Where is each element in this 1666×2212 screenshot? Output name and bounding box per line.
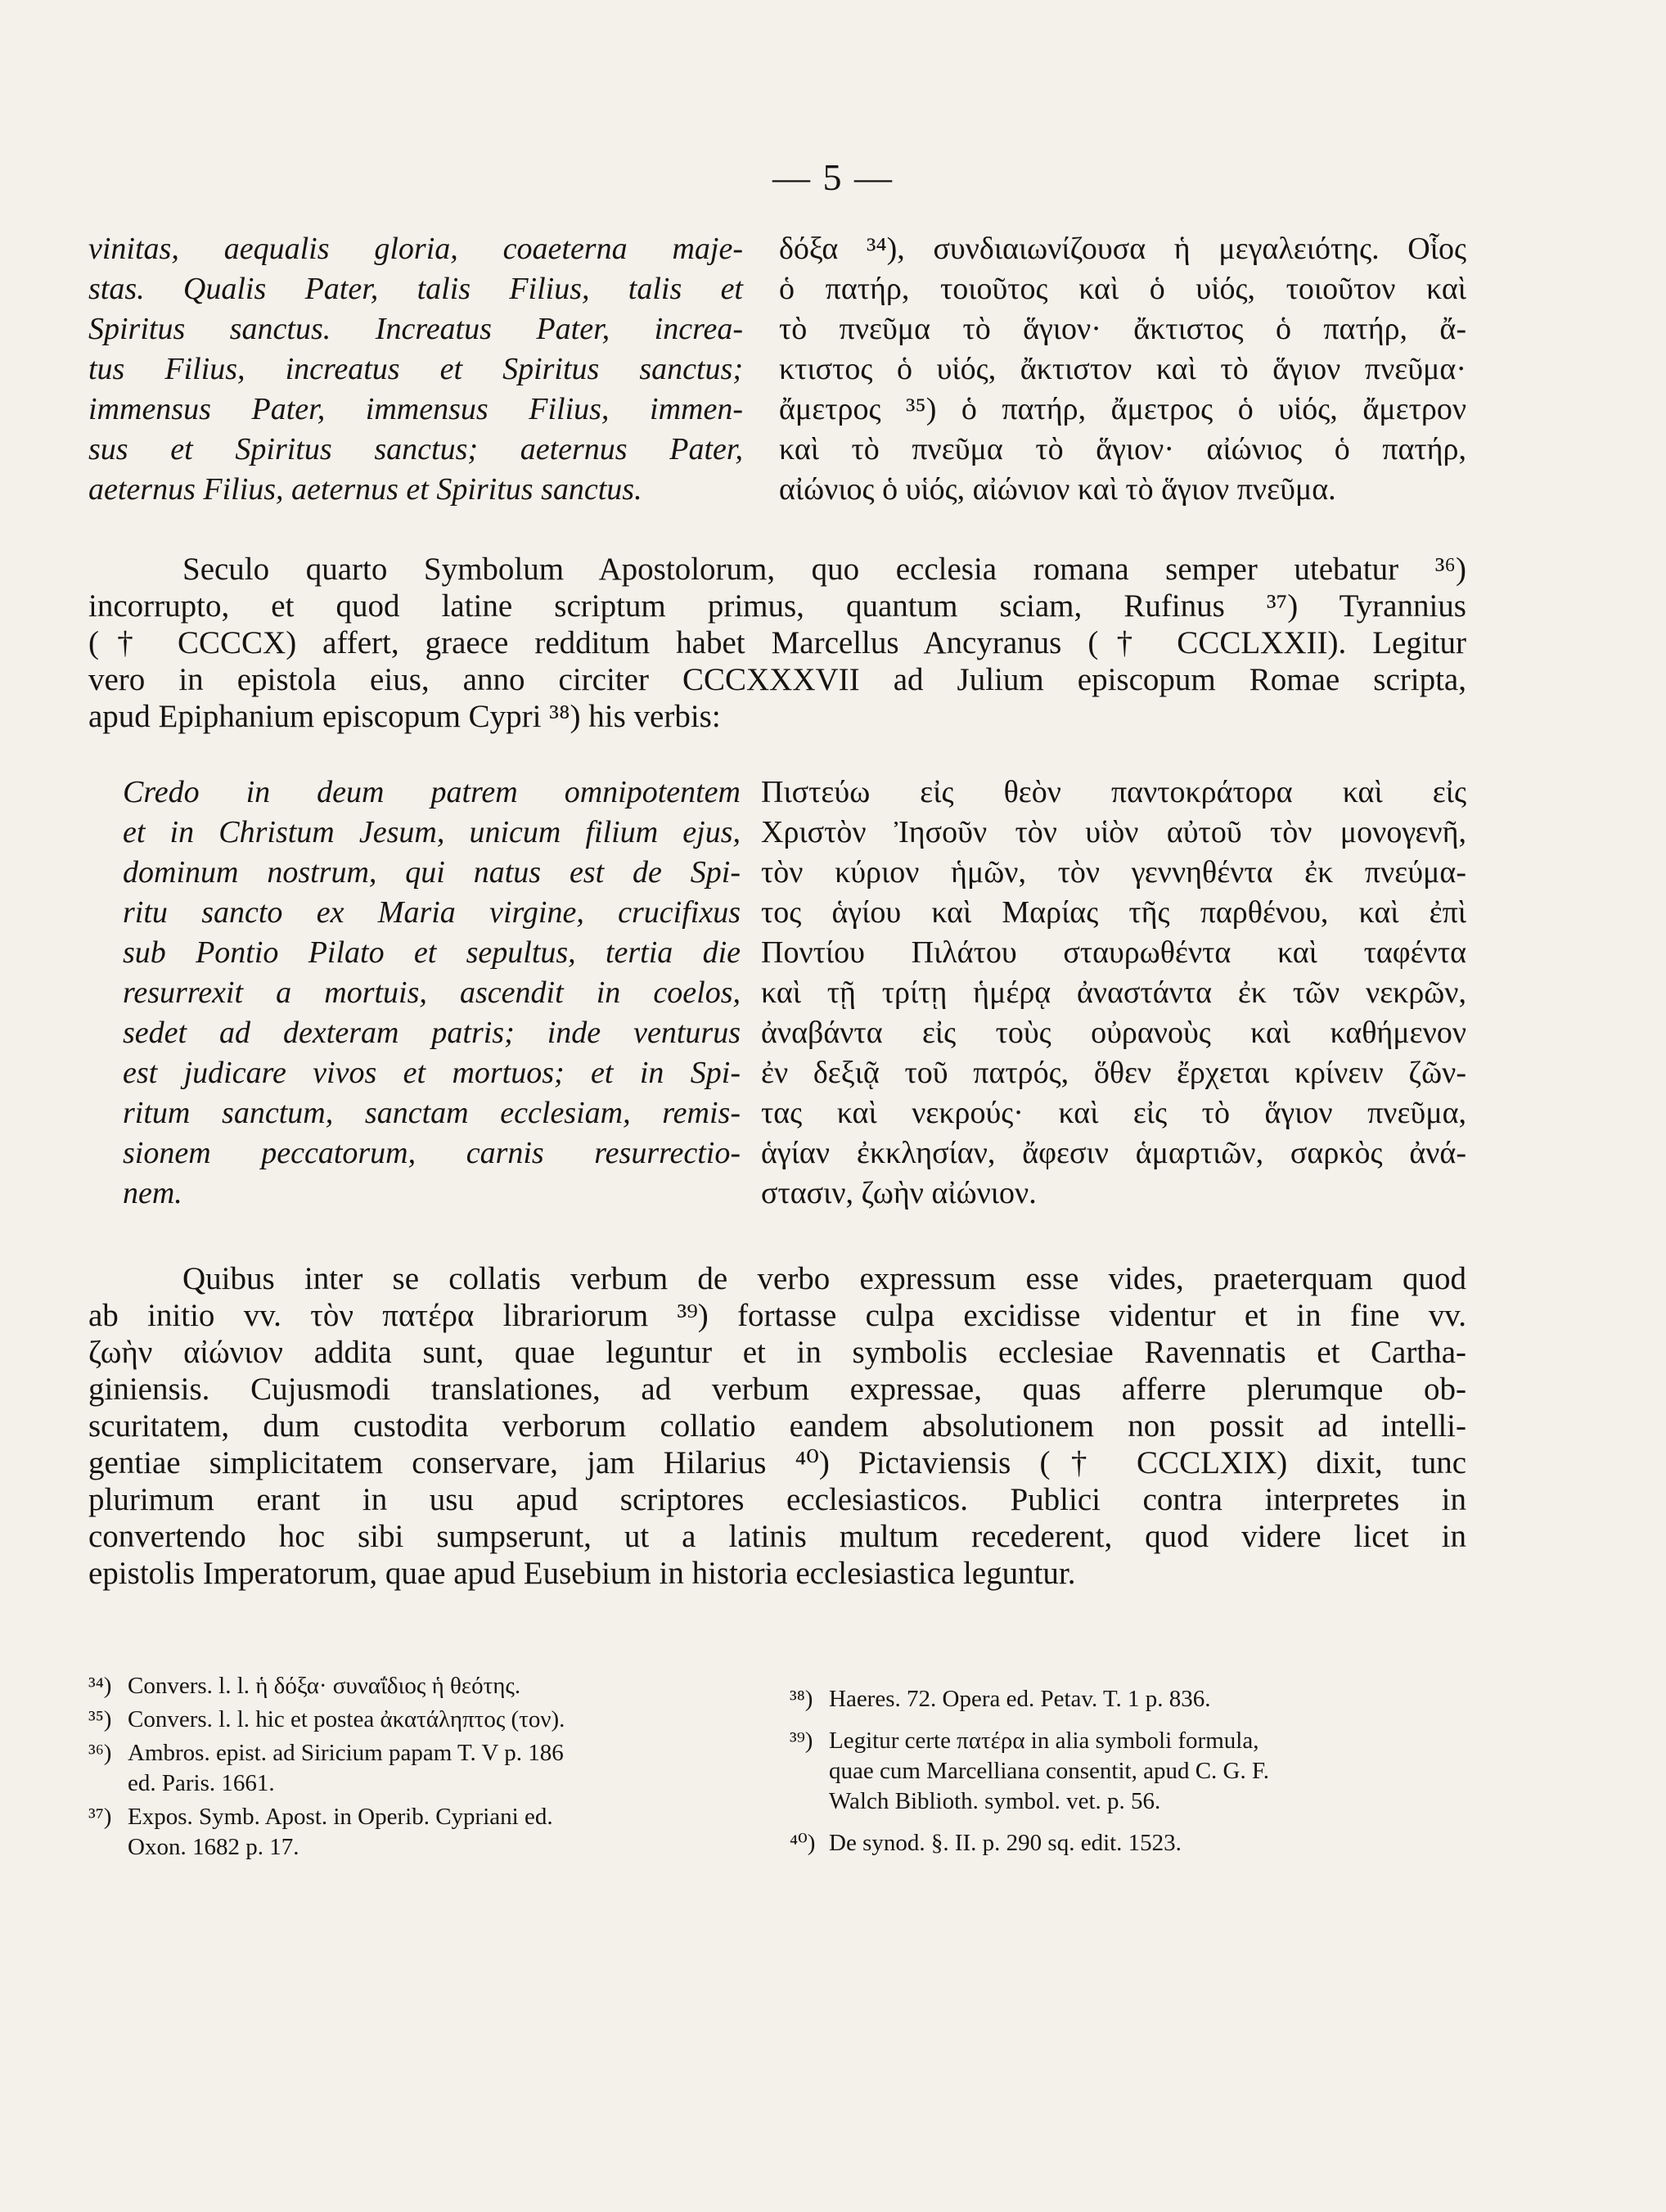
latin-credo-line: Credo in deum patrem omnipotentem [123,775,741,809]
footnote-text: Oxon. 1682 p. 17. [128,1834,299,1860]
paragraph-line: epistolis Imperatorum, quae apud Eusebium in historia ecclesiastica leguntur. [88,1556,1076,1591]
footnote-mark: ³⁵) [88,1706,112,1732]
footnote-text: Ambros. epist. ad Siricium papam T. V p. 186 [128,1740,564,1766]
paragraph-line: incorrupto, et quod latine scriptum primus, quantum sciam, Rufinus ³⁷) Tyrannius [88,588,1466,624]
greek-text-line: αἰώνιος ὁ υἱός, αἰώνιον καὶ τὸ ἅγιον πνεῦμα. [779,472,1336,507]
footnote-text: Walch Biblioth. symbol. vet. p. 56. [829,1788,1161,1814]
paragraph-line: vero in epistola eius, anno circiter CCCXXXVII ad Julium episcopum Romae scripta, [88,662,1466,697]
latin-text-line: aeternus Filius, aeternus et Spiritus sanctus. [88,472,642,507]
footnote-text: quae cum Marcelliana consentit, apud C. G. F. [829,1758,1270,1784]
latin-text-line: vinitas, aequalis gloria, coaeterna maje- [88,232,743,266]
paragraph-line: convertendo hoc sibi sumpserunt, ut a latinis multum recederent, quod videre licet in [88,1519,1466,1554]
footnote [88,1738,759,1799]
footnote-text: ed. Paris. 1661. [128,1770,275,1796]
greek-pisteuo-column [761,773,1466,1214]
latin-credo-line: sedet ad dexteram patris; inde venturus [123,1016,741,1050]
latin-credo-line: et in Christum Jesum, unicum filium ejus, [123,815,741,849]
greek-text-line: κτιστος ὁ υἱός, ἄκτιστον καὶ τὸ ἅγιον πνεῦμα· [779,352,1466,386]
footnote [790,1828,1493,1858]
greek-credo-line: στασιν, ζωὴν αἰώνιον. [761,1176,1037,1210]
latin-text-line: Spiritus sanctus. Increatus Pater, increa- [88,312,743,346]
footnote-mark: ³⁸) [790,1686,813,1712]
footnotes-right [790,1684,1493,1870]
latin-credo-line: sionem peccatorum, carnis resurrectio- [123,1136,741,1170]
latin-text-line: stas. Qualis Pater, talis Filius, talis et [88,272,743,306]
paragraph-line: ab initio vv. τὸν πατέρα librariorum ³⁹) fortasse culpa excidisse videntur et in fine vv. [88,1298,1466,1333]
footnote [790,1726,1493,1817]
footnote-mark: ⁴⁰) [790,1830,816,1856]
footnote-mark: ³⁹) [790,1728,813,1754]
greek-text-line: ἄμετρος ³⁵) ὁ πατήρ, ἄμετρος ὁ υἱός, ἄμετρον [779,392,1466,426]
latin-credo-line: sub Pontio Pilato et sepultus, tertia die [123,935,741,970]
latin-text-line: sus et Spiritus sanctus; aeternus Pater, [88,432,743,466]
paragraph-line: apud Epiphanium episcopum Cypri ³⁸) his verbis: [88,699,721,734]
footnote-mark: ³⁷) [88,1804,112,1830]
latin-creed-column-top [88,229,743,510]
latin-credo-column [123,773,741,1214]
footnote-mark: ³⁴) [88,1673,112,1699]
latin-credo-line: ritum sanctum, sanctam ecclesiam, remis- [123,1096,741,1130]
greek-credo-line: ἀναβάντα εἰς τοὺς οὐρανοὺς καὶ καθήμενον [761,1016,1466,1050]
greek-credo-line: τας καὶ νεκρούς· καὶ εἰς τὸ ἅγιον πνεῦμα, [761,1096,1466,1130]
footnote-mark: ³⁶) [88,1740,112,1766]
footnote-text: De synod. §. II. p. 290 sq. edit. 1523. [829,1830,1182,1856]
footnote-text: Legitur certe πατέρα in alia symboli formula, [829,1728,1259,1754]
footnote-text: Convers. l. l. hic et postea ἀκατάληπτος (τον). [128,1706,565,1732]
paragraph-line: ζωὴν αἰώνιον addita sunt, quae leguntur et in symbolis ecclesiae Ravennatis et Cartha- [88,1335,1466,1370]
footnote-text: Haeres. 72. Opera ed. Petav. T. 1 p. 836. [829,1686,1211,1712]
latin-text-line: immensus Pater, immensus Filius, immen- [88,392,743,426]
footnote-text: Expos. Symb. Apost. in Operib. Cypriani ed. [128,1804,553,1830]
greek-credo-line: τος ἁγίου καὶ Μαρίας τῆς παρθένου, καὶ ἐπὶ [761,895,1466,930]
greek-creed-column-top [779,229,1466,510]
page-number: — 5 — [772,156,894,198]
latin-credo-line: resurrexit a mortuis, ascendit in coelos, [123,975,741,1010]
footnote [88,1671,759,1701]
paragraph-line: Quibus inter se collatis verbum de verbo expressum esse vides, praeterquam quod [182,1261,1466,1296]
greek-credo-line: ἁγίαν ἐκκλησίαν, ἄφεσιν ἁμαρτιῶν, σαρκὸς ἀνά- [761,1136,1466,1170]
paragraph-line: giniensis. Cujusmodi translationes, ad verbum expressae, quas afferre plerumque ob- [88,1372,1466,1407]
latin-credo-line: dominum nostrum, qui natus est de Spi- [123,855,741,890]
greek-text-line: τὸ πνεῦμα τὸ ἅγιον· ἄκτιστος ὁ πατήρ, ἄ- [779,312,1466,346]
greek-credo-line: ἐν δεξιᾷ τοῦ πατρός, ὅθεν ἔρχεται κρίνειν ζῶν- [761,1056,1466,1090]
paragraph-seculo-quarto [88,551,1466,735]
footnotes-left [88,1671,759,1866]
greek-credo-line: Ποντίου Πιλάτου σταυρωθέντα καὶ ταφέντα [761,935,1466,970]
paragraph-quibus [88,1260,1466,1592]
footnote [88,1802,759,1863]
paragraph-line: gentiae simplicitatem conservare, jam Hilarius ⁴⁰) Pictaviensis († CCCLXIX) dixit, tunc [88,1445,1466,1480]
latin-credo-line: ritu sancto ex Maria virgine, crucifixus [123,895,741,930]
footnote [88,1705,759,1735]
greek-credo-line: καὶ τῇ τρίτῃ ἡμέρᾳ ἀναστάντα ἐκ τῶν νεκρῶν, [761,975,1466,1010]
greek-credo-line: Χριστὸν Ἰησοῦν τὸν υἱὸν αὐτοῦ τὸν μονογενῆ, [761,815,1466,849]
greek-credo-line: τὸν κύριον ἡμῶν, τὸν γεννηθέντα ἐκ πνεύμα- [761,855,1466,890]
paragraph-line: plurimum erant in usu apud scriptores ecclesiasticos. Publici contra interpretes in [88,1482,1466,1517]
latin-text-line: tus Filius, increatus et Spiritus sanctus; [88,352,743,386]
greek-text-line: καὶ τὸ πνεῦμα τὸ ἅγιον· αἰώνιος ὁ πατήρ, [779,432,1466,466]
greek-text-line: δόξα ³⁴), συνδιαιωνίζουσα ἡ μεγαλειότης. Οἷος [779,232,1466,266]
greek-credo-line: Πιστεύω εἰς θεὸν παντοκράτορα καὶ εἰς [761,775,1466,809]
greek-text-line: ὁ πατήρ, τοιοῦτος καὶ ὁ υἱός, τοιοῦτον καὶ [779,272,1466,306]
footnote-text: Convers. l. l. ἡ δόξα· συναΐδιος ἡ θεότης. [128,1673,521,1699]
latin-credo-line: nem. [123,1176,182,1210]
paragraph-line: († CCCCX) affert, graece redditum habet Marcellus Ancyranus († CCCLXXII). Legitur [88,625,1466,660]
paragraph-line: Seculo quarto Symbolum Apostolorum, quo ecclesia romana semper utebatur ³⁶) [182,552,1466,587]
latin-credo-line: est judicare vivos et mortuos; et in Spi- [123,1056,741,1090]
paragraph-line: scuritatem, dum custodita verborum collatio eandem absolutionem non possit ad intelli- [88,1408,1466,1444]
footnote [790,1684,1493,1714]
